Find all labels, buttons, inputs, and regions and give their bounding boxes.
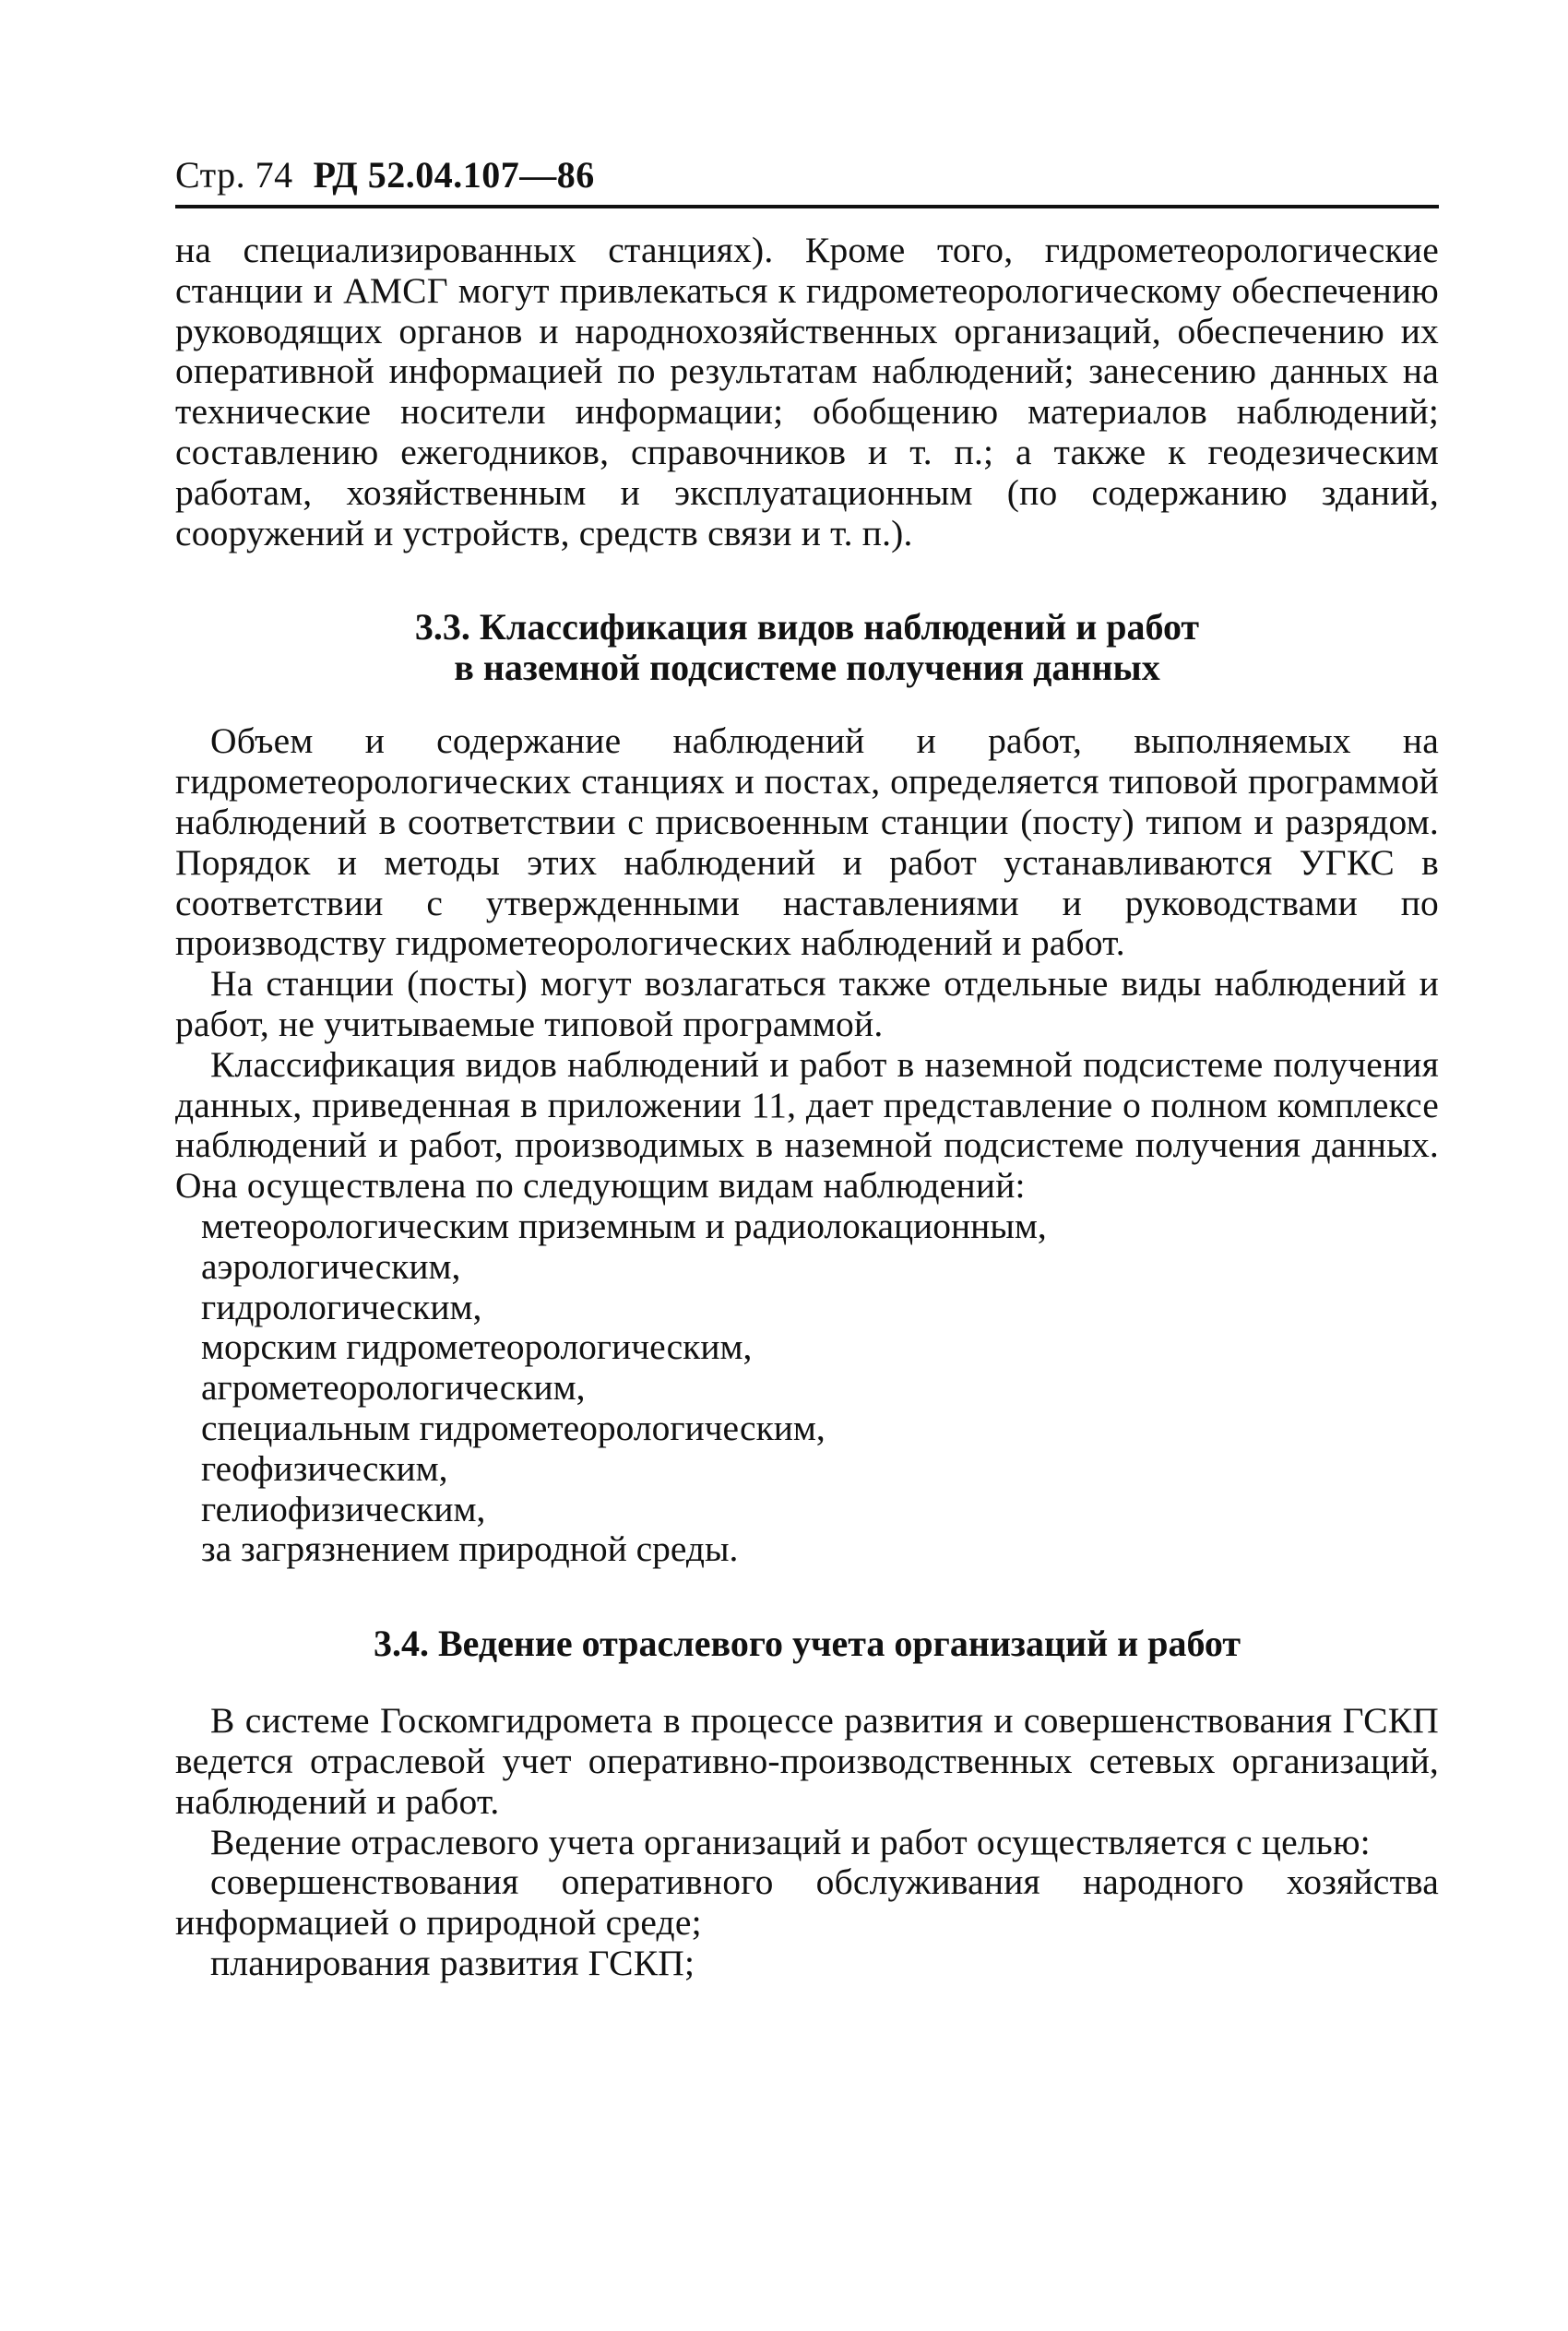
section-3-3-heading	[175, 607, 1439, 688]
list-item: метеорологическим приземным и радиолокационным,	[201, 1205, 1047, 1246]
list-item: гидрологическим,	[201, 1286, 482, 1327]
list-item: аэрологическим,	[201, 1245, 461, 1287]
list-item: гелиофизическим,	[201, 1488, 486, 1529]
observation-kinds-list	[175, 1207, 1439, 1570]
list-item: за загрязнением природной среды.	[201, 1528, 739, 1570]
page-body	[175, 231, 1439, 1984]
section-3-4-heading: 3.4. Ведение отраслевого учета организаций и работ	[373, 1623, 1241, 1665]
page-number: Стр. 74	[175, 154, 293, 196]
list-item: специальным гидрометеорологическим,	[201, 1407, 826, 1448]
section-3-3-paragraph: Классификация видов наблюдений и работ в наземной подсистеме получения данных, приведенная в приложении 11, дает представление о полном комплексе наблюдений и работ, производимых в наземной подсистеме получения данных. Она осуществлена по следующим видам наблюдений:	[175, 1043, 1439, 1207]
list-item: морским гидрометеорологическим,	[201, 1326, 753, 1368]
section-3-3-title-line-2: в наземной подсистеме получения данных	[454, 647, 1160, 689]
list-item: геофизическим,	[201, 1447, 448, 1489]
section-3-3-paragraph: Объем и содержание наблюдений и работ, выполняемых на гидрометеорологических станциях и постах, определяется типовой программой наблюдений в соответствии с присвоенным станции (посту) типом и разрядом. Порядок и методы этих наблюдений и работ устанавливаются УГКС в соответствии с утвержденными наставлениями и руководствами по производству гидрометеорологических наблюдений и работ.	[175, 720, 1439, 964]
goal-item: совершенствования оперативного обслуживания народного хозяйства информацией о природной среде;	[175, 1861, 1439, 1944]
section-3-3-title-line-1: 3.3. Классификация видов наблюдений и работ	[414, 606, 1200, 648]
section-3-4-paragraph: Ведение отраслевого учета организаций и работ осуществляется с целью:	[210, 1821, 1371, 1862]
section-3-3-paragraph: На станции (посты) могут возлагаться также отдельные виды наблюдений и работ, не учитываемые типовой программой.	[175, 963, 1439, 1044]
section-3-4-paragraph: В системе Госкомгидромета в процессе развития и совершенствования ГСКП ведется отраслевой учет оперативно-производственных сетевых организаций, наблюдений и работ.	[175, 1700, 1439, 1822]
list-item: агрометеорологическим,	[201, 1367, 586, 1409]
header-rule	[175, 205, 1439, 208]
goal-item: планирования развития ГСКП;	[210, 1942, 695, 1983]
intro-paragraph: на специализированных станциях). Кроме того, гидрометеорологические станции и АМСГ могут привлекаться к гидрометеорологическому обеспечению руководящих органов и народнохозяйственных организаций, обеспечению их оперативной информацией по результатам наблюдений; занесению данных на технические носители информации; обобщению материалов наблюдений; составлению ежегодников, справочников и т. п.; а также к геодезическим работам, хозяйственным и эксплуатационным (по содержанию зданий, сооружений и устройств, средств связи и т. п.).	[175, 230, 1439, 553]
page-header	[175, 154, 595, 196]
document-code: РД 52.04.107—86	[313, 154, 595, 196]
